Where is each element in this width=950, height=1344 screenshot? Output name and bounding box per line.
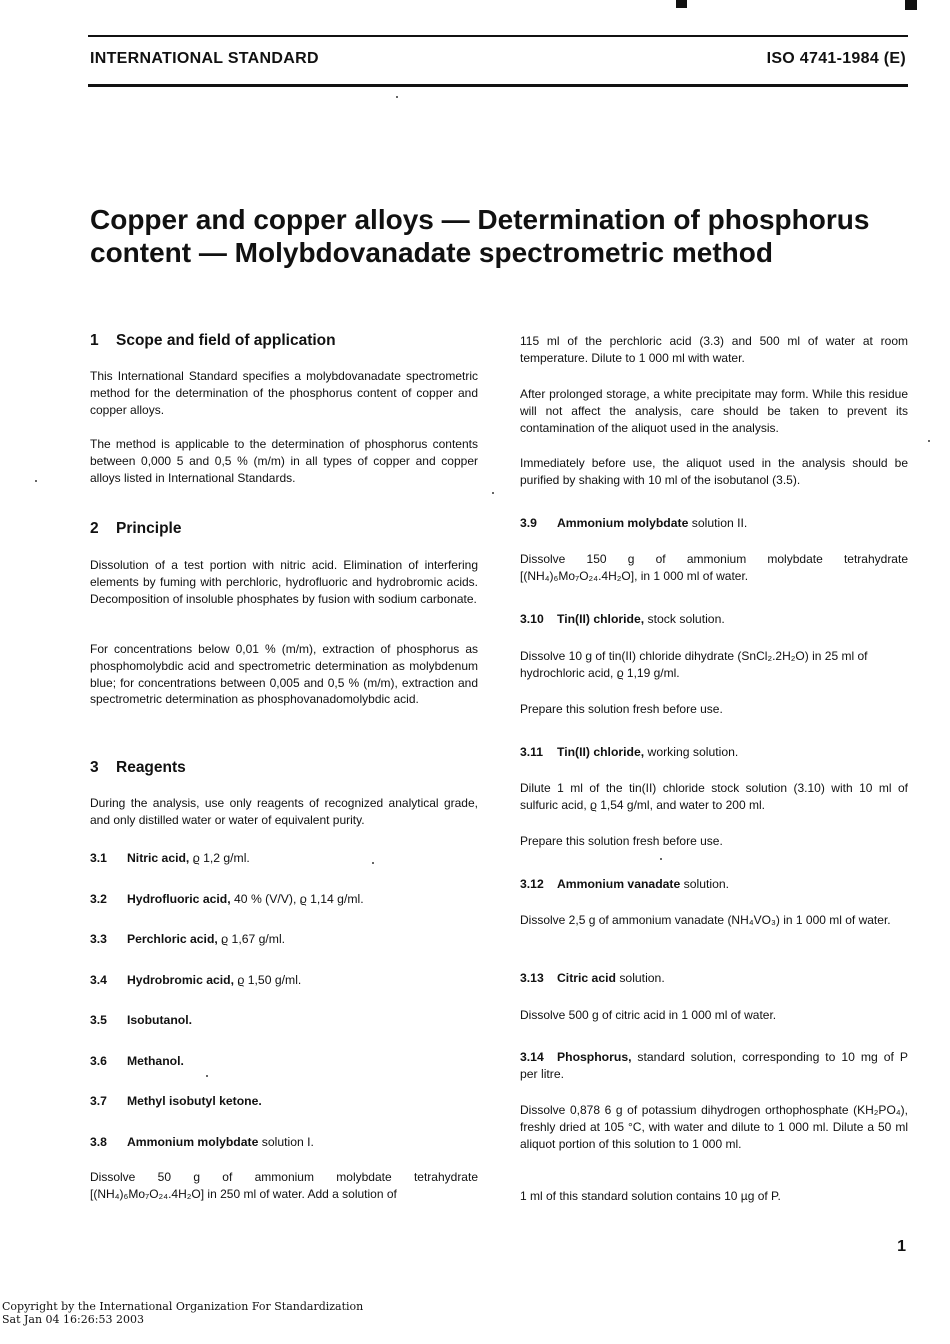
reagent-3-3: 3.3 Perchloric acid, ϱ 1,67 g/ml. bbox=[90, 932, 286, 946]
footer-line-1: Copyright by the International Organization For Standardization bbox=[2, 1300, 364, 1313]
reagent-3-8-text: Dissolve 50 g of ammonium molybdate tetrahydrate [(NH₄)₆Mo₇O₂₄.4H₂O] in 250 ml of water. Add a solution of bbox=[90, 1170, 478, 1201]
reagent-3-1: 3.1 Nitric acid, ϱ 1,2 g/ml. bbox=[90, 851, 250, 865]
reagent-3-11-text: Dilute 1 ml of the tin(II) chloride stock solution (3.10) with 10 ml of sulfuric acid, ϱ 1,54 g/ml, and water to 200 ml. bbox=[520, 781, 908, 812]
header-standard-label: INTERNATIONAL STANDARD bbox=[90, 50, 319, 67]
page-number: 1 bbox=[897, 1238, 906, 1255]
section-number: 2 bbox=[90, 520, 99, 537]
section-1-para-1: This International Standard specifies a molybdovanadate spectrometric method for the determination of the phosphorus content of copper and copper alloys. bbox=[90, 369, 478, 417]
scan-speck bbox=[492, 492, 494, 494]
reagent-3-9: 3.9 Ammonium molybdate solution II. bbox=[520, 516, 748, 530]
scan-speck bbox=[35, 480, 37, 482]
header-rule-top bbox=[88, 35, 908, 37]
reagent-3-4: 3.4 Hydrobromic acid, ϱ 1,50 g/ml. bbox=[90, 973, 302, 987]
reagent-3-13-text: Dissolve 500 g of citric acid in 1 000 ml of water. bbox=[520, 1008, 777, 1022]
page-title bbox=[90, 203, 920, 269]
section-2-para-2: For concentrations below 0,01 % (m/m), extraction of phosphorus as phosphomolybdic acid and spectrometric determination as molybdenum blue; for concentrations between 0,005 and 0,5 % (m/m), extraction and spectrometric determination as phosphovanadomolybdic acid. bbox=[90, 642, 478, 707]
title-line-2: content — Molybdovanadate spectrometric method bbox=[90, 237, 773, 268]
section-3-heading bbox=[90, 759, 186, 777]
reagent-3-11: 3.11 Tin(II) chloride, working solution. bbox=[520, 745, 739, 759]
section-title: Scope and field of application bbox=[116, 332, 336, 349]
reagent-3-8: 3.8 Ammonium molybdate solution I. bbox=[90, 1135, 314, 1149]
reagent-3-10: 3.10 Tin(II) chloride, stock solution. bbox=[520, 612, 725, 626]
scan-speck bbox=[396, 96, 398, 98]
title-line-1: Copper and copper alloys — Determination of phosphorus bbox=[90, 204, 870, 235]
reagent-3-14-note: 1 ml of this standard solution contains 10 µg of P. bbox=[520, 1189, 781, 1203]
reagent-3-12: 3.12 Ammonium vanadate solution. bbox=[520, 877, 730, 891]
scan-mark-top bbox=[676, 0, 687, 8]
scan-speck bbox=[928, 440, 930, 442]
section-2-para-1: Dissolution of a test portion with nitric acid. Elimination of interfering elements by fuming with perchloric, hydrofluoric and hydrobromic acids. Decomposition of insoluble phosphates by fusion with sodium carbonate. bbox=[90, 558, 478, 606]
section-2-heading bbox=[90, 520, 181, 538]
scan-speck bbox=[206, 1075, 208, 1077]
section-title: Principle bbox=[116, 520, 182, 537]
reagent-3-6: 3.6 Methanol. bbox=[90, 1054, 184, 1068]
reagent-3-5: 3.5 Isobutanol. bbox=[90, 1013, 192, 1027]
reagent-3-10-note: Prepare this solution fresh before use. bbox=[520, 702, 723, 716]
reagent-3-9-text: Dissolve 150 g of ammonium molybdate tetrahydrate [(NH₄)₆Mo₇O₂₄.4H₂O], in 1 000 ml of water. bbox=[520, 552, 908, 583]
reagent-3-8-storage-note: After prolonged storage, a white precipitate may form. While this residue will not affect the analysis, care should be taken to prevent its contamination of the aliquot used in the analysis. bbox=[520, 387, 908, 435]
scan-speck bbox=[372, 862, 374, 864]
reagent-3-10-text: Dissolve 10 g of tin(II) chloride dihydrate (SnCl₂.2H₂O) in 25 ml of hydrochloric acid, ϱ 1,19 g/ml. bbox=[520, 649, 868, 680]
scan-speck bbox=[660, 858, 662, 860]
section-3-para-1: During the analysis, use only reagents of recognized analytical grade, and only distilled water or water of equivalent purity. bbox=[90, 796, 478, 827]
copyright-footer bbox=[2, 1300, 363, 1326]
header-rule-bottom bbox=[88, 84, 908, 87]
reagent-3-8-continued: 115 ml of the perchloric acid (3.3) and 500 ml of water at room temperature. Dilute to 1 000 ml with water. bbox=[520, 334, 908, 365]
reagent-3-13: 3.13 Citric acid solution. bbox=[520, 971, 665, 985]
reagent-3-11-note: Prepare this solution fresh before use. bbox=[520, 834, 723, 848]
section-number: 1 bbox=[90, 332, 99, 349]
reagent-3-14-text: Dissolve 0,878 6 g of potassium dihydrogen orthophosphate (KH₂PO₄), freshly dried at 105 °C, with water and dilute to 1 000 ml. Dilute a 50 ml aliquot portion of this solution to 1 000 ml. bbox=[520, 1103, 908, 1151]
section-number: 3 bbox=[90, 759, 99, 776]
reagent-3-8-purify-note: Immediately before use, the aliquot used in the analysis should be purified by shaking with 10 ml of the isobutanol (3.5). bbox=[520, 456, 908, 487]
reagent-3-2: 3.2 Hydrofluoric acid, 40 % (V/V), ϱ 1,14 g/ml. bbox=[90, 892, 364, 906]
section-1-heading bbox=[90, 332, 336, 350]
reagent-3-7: 3.7 Methyl isobutyl ketone. bbox=[90, 1094, 262, 1108]
scan-mark-top-right bbox=[905, 0, 917, 10]
footer-line-2: Sat Jan 04 16:26:53 2003 bbox=[2, 1313, 144, 1326]
section-1-para-2: The method is applicable to the determination of phosphorus contents between 0,000 5 and 0,5 % (m/m) in all types of copper and copper alloys listed in International Standards. bbox=[90, 437, 478, 485]
reagent-3-12-text: Dissolve 2,5 g of ammonium vanadate (NH₄VO₃) in 1 000 ml of water. bbox=[520, 913, 891, 927]
header-doc-number: ISO 4741-1984 (E) bbox=[766, 50, 906, 67]
section-title: Reagents bbox=[116, 759, 186, 776]
reagent-3-14: 3.14 Phosphorus, standard solution, corresponding to 10 mg of P per litre. bbox=[520, 1050, 908, 1081]
